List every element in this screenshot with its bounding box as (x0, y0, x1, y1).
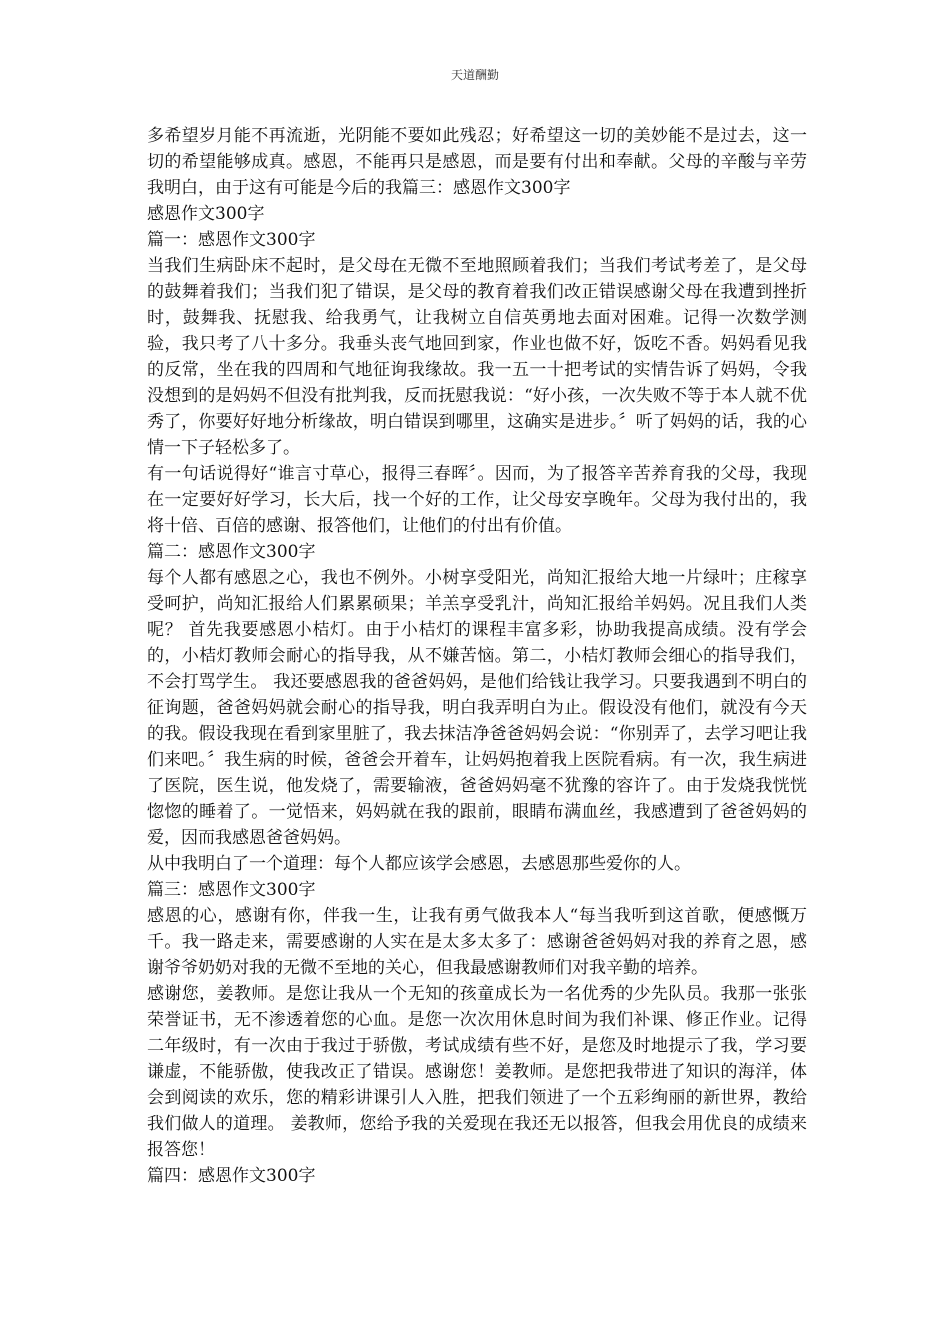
section-title: 篇三：感恩作文300字 (147, 880, 316, 900)
document-body (147, 123, 807, 1189)
paragraph: 从中我明白了一个道理：每个人都应该学会感恩，去感恩那些爱你的人。 (147, 854, 691, 874)
paragraph: 感谢您，姜教师。是您让我从一个无知的孩童成长为一名优秀的少先队员。我那一张张荣誉证书，无不渗透着您的心血。是您一次次用休息时间为我们补课、修正作业。记得二年级时，有一次由于我过于骄傲，考试成绩有些不好，是您及时地提示了我，学习要谦虚，不能骄傲，使我改正了错误。感谢您！姜教师。是您把我带进了知识的海洋，体会到阅读的欢乐，您的精彩讲课引人入胜，把我们领进了一个五彩绚丽的新世界，教给我们做人的道理。 姜教师，您给予我的关爱现在我还无以报答，但我会用优良的成绩来报答您！ (147, 984, 807, 1160)
paragraph: 感恩的心，感谢有你，伴我一生，让我有勇气做我本人“每当我听到这首歌，便感慨万千。我一路走来，需要感谢的人实在是太多太多了：感谢爸爸妈妈对我的养育之恩，感谢爷爷奶奶对我的无微不至地的关心，但我最感谢教师们对我辛勤的培养。 (147, 906, 807, 978)
section-title: 篇二：感恩作文300字 (147, 542, 316, 562)
paragraph: 有一句话说得好“谁言寸草心，报得三春晖〞。因而，为了报答辛苦养育我的父母，我现在一定要好好学习，长大后，找一个好的工作，让父母安享晚年。父母为我付出的，我将十倍、百倍的感谢、报答他们，让他们的付出有价值。 (147, 464, 807, 536)
section-title: 篇一：感恩作文300字 (147, 230, 316, 250)
page-header: 天道酬勤 (450, 68, 499, 82)
paragraph: 每个人都有感恩之心，我也不例外。小树享受阳光，尚知汇报给大地一片绿叶；庄稼享受呵护，尚知汇报给人们累累硕果；羊羔享受乳汁，尚知汇报给羊妈妈。况且我们人类呢？ 首先我要感恩小桔灯。由于小桔灯的课程丰富多彩，协助我提高成绩。没有学会的，小桔灯教师会耐心的指导我，从不嫌苦恼。第二，小桔灯教师会细心的指导我们，不会打骂学生。 我还要感恩我的爸爸妈妈，是他们给钱让我学习。只要我遇到不明白的征询题，爸爸妈妈就会耐心的指导我，明白我弄明白为止。假设没有他们，就没有今天的我。假设我现在看到家里脏了，我去抹洁净爸爸妈妈会说：“你别弄了，去学习吧让我们来吧。〞我生病的时候，爸爸会开着车，让妈妈抱着我上医院看病。有一次，我生病进了医院，医生说，他发烧了，需要输液，爸爸妈妈毫不犹豫的容许了。由于发烧我恍恍惚惚的睡着了。一觉悟来，妈妈就在我的跟前，眼睛布满血丝，我感遭到了爸爸妈妈的爱，因而我感恩爸爸妈妈。 (147, 568, 807, 848)
section-title: 感恩作文300字 (147, 204, 265, 224)
paragraph: 当我们生病卧床不起时，是父母在无微不至地照顾着我们；当我们考试考差了，是父母的鼓舞着我们；当我们犯了错误，是父母的教育着我们改正错误感谢父母在我遭到挫折时，鼓舞我、抚慰我、给我勇气，让我树立自信英勇地去面对困难。记得一次数学测验，我只考了八十多分。我垂头丧气地回到家，作业也做不好，饭吃不香。妈妈看见我的反常，坐在我的四周和气地征询我缘故。我一五一十把考试的实情告诉了妈妈，令我没想到的是妈妈不但没有批判我，反而抚慰我说：“好小孩，一次失败不等于本人就不优秀了，你要好好地分析缘故，明白错误到哪里，这确实是进步。〞听了妈妈的话，我的心情一下子轻松多了。 (147, 256, 807, 458)
paragraph: 多希望岁月能不再流逝，光阴能不要如此残忍；好希望这一切的美妙能不是过去，这一切的希望能够成真。感恩，不能再只是感恩，而是要有付出和奉献。父母的辛酸与辛劳我明白，由于这有可能是今后的我篇三：感恩作文300字 (147, 126, 807, 198)
section-title: 篇四：感恩作文300字 (147, 1166, 316, 1186)
